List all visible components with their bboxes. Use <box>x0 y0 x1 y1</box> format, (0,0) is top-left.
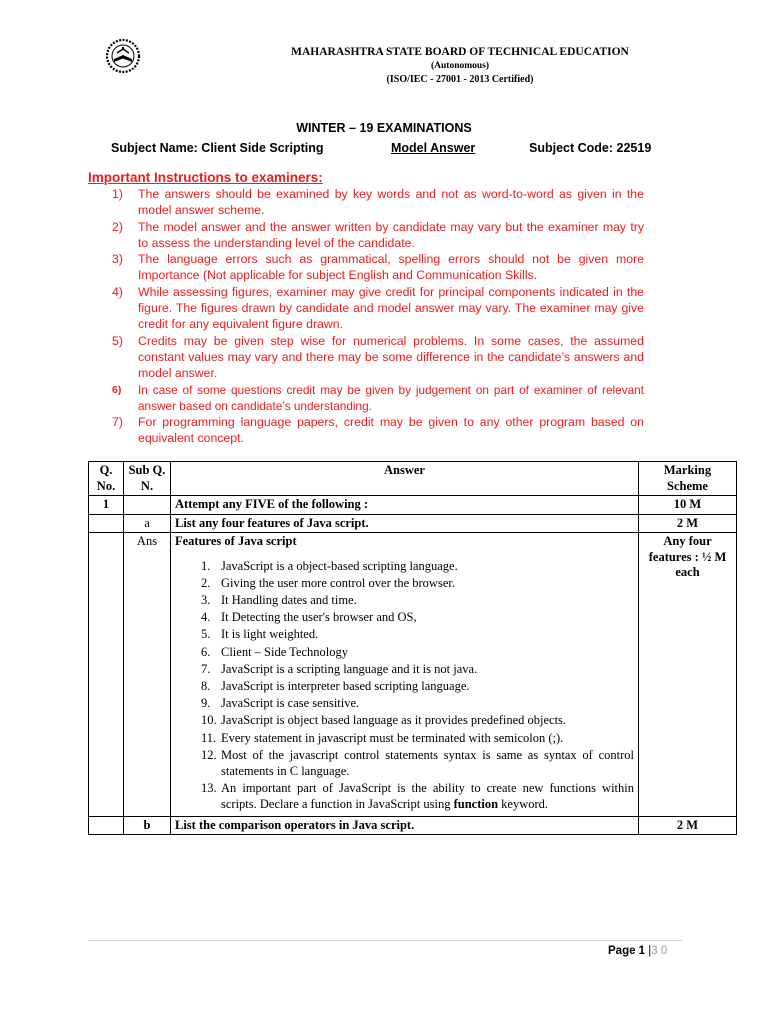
answer-cell <box>171 533 639 817</box>
table-header-row <box>89 462 737 496</box>
instruction-text: The language errors such as grammatical, spelling errors should not be given more Importance (Not applicable for subject English and Communication Skills. <box>138 252 644 283</box>
header-marking-scheme: Marking Scheme <box>639 462 737 496</box>
header-answer: Answer <box>171 462 639 496</box>
instruction-text: For programming language papers, credit may be given to any other program based on equivalent concept. <box>138 415 644 446</box>
msbte-logo-icon <box>103 38 143 74</box>
list-item: 12. Most of the javascript control statements syntax is same as syntax of control statements in C language. <box>201 747 634 779</box>
instructions-list <box>112 186 644 447</box>
page-footer <box>608 945 667 957</box>
list-item: 9. JavaScript is case sensitive. <box>201 696 360 711</box>
list-item: 11. Every statement in javascript must be terminated with semicolon (;). <box>201 730 564 745</box>
table-row <box>89 533 737 817</box>
list-item: 5. It is light weighted. <box>201 627 319 642</box>
instruction-text: Credits may be given step wise for numerical problems. In some cases, the assumed constant values may vary and there may be some difference in the candidate’s answers and model answer. <box>138 333 644 381</box>
page-label: Page 1 <box>608 945 646 957</box>
instruction-number: 1) <box>112 187 123 201</box>
instruction-text: The answers should be examined by key words and not as word-to-word as given in the model answer scheme. <box>138 187 644 218</box>
answer-table <box>88 461 737 835</box>
instruction-item <box>112 382 644 415</box>
instruction-text: The model answer and the answer written by candidate may vary but the examiner may try to assess the understanding level of the candidate. <box>138 219 644 250</box>
q-number: 1 <box>89 496 124 515</box>
sub-question: Ans <box>124 533 171 817</box>
subject-name: Subject Name: Client Side Scripting <box>111 141 324 155</box>
instruction-item <box>112 251 644 284</box>
list-item: 3. It Handling dates and time. <box>201 592 357 607</box>
instruction-text: In case of some questions credit may be given by judgement on part of examiner of relevant answer based on candidate’s understanding. <box>138 382 644 413</box>
page-separator: | <box>648 945 652 957</box>
certification-label: (ISO/IEC - 27001 - 2013 Certified) <box>386 74 534 85</box>
q-number <box>89 533 124 817</box>
q-number <box>89 514 124 533</box>
instruction-item <box>112 219 644 252</box>
sub-question <box>124 496 171 515</box>
list-item: 10. JavaScript is object based language as it provides predefined objects. <box>201 713 567 728</box>
q-number <box>89 816 124 835</box>
page-total: 3 0 <box>651 945 668 957</box>
exam-title: WINTER – 19 EXAMINATIONS <box>296 121 472 135</box>
marks: 2 M <box>639 816 737 835</box>
footer-divider <box>88 940 682 941</box>
answer-title: Features of Java script <box>175 534 297 548</box>
instruction-number: 5) <box>112 333 123 348</box>
table-row <box>89 816 737 835</box>
marks: 2 M <box>639 514 737 533</box>
question-text: List any four features of Java script. <box>171 514 639 533</box>
list-item: 6. Client – Side Technology <box>201 644 349 659</box>
marks: 10 M <box>639 496 737 515</box>
list-item: 4. It Detecting the user's browser and OS, <box>201 610 417 625</box>
list-item: 1. JavaScript is a object-based scripting language. <box>201 558 458 573</box>
list-item: 7. JavaScript is a scripting language and it is not java. <box>201 661 478 676</box>
instructions-title: Important Instructions to examiners: <box>88 170 323 185</box>
sub-question: b <box>124 816 171 835</box>
subject-code: Subject Code: 22519 <box>529 141 652 155</box>
question-text: List the comparison operators in Java script. <box>171 816 639 835</box>
list-item: 8. JavaScript is interpreter based scripting language. <box>201 678 470 693</box>
marks: Any four features : ½ M each <box>639 533 737 817</box>
instruction-number: 7) <box>112 415 123 430</box>
instruction-item <box>112 186 644 219</box>
instruction-item <box>112 414 644 447</box>
list-item: 2. Giving the user more control over the browser. <box>201 575 455 590</box>
autonomous-label: (Autonomous) <box>430 61 490 71</box>
model-answer-label: Model Answer <box>391 141 476 155</box>
feature-list <box>175 558 634 813</box>
header-qno: Q. No. <box>89 462 124 496</box>
instruction-item <box>112 333 644 382</box>
list-item: 13. An important part of JavaScript is the ability to create new functions within scripts. Declare a function in JavaScript using function keyword. <box>201 780 634 812</box>
instruction-item <box>112 284 644 333</box>
table-row <box>89 496 737 515</box>
instruction-number: 2) <box>112 219 123 234</box>
board-name: MAHARASHTRA STATE BOARD OF TECHNICAL EDUCATION <box>291 46 629 58</box>
instruction-number: 3) <box>112 252 123 267</box>
sub-question: a <box>124 514 171 533</box>
instruction-number: 4) <box>112 284 123 299</box>
header-subq: Sub Q. N. <box>124 462 171 496</box>
instruction-text: While assessing figures, examiner may give credit for principal components indicated in the figure. The figures drawn by candidate and model answer may vary. The examiner may give credit for any equivalent figure drawn. <box>138 284 644 332</box>
question-text: Attempt any FIVE of the following : <box>171 496 639 515</box>
table-row <box>89 514 737 533</box>
instruction-number: 6) <box>112 383 122 396</box>
